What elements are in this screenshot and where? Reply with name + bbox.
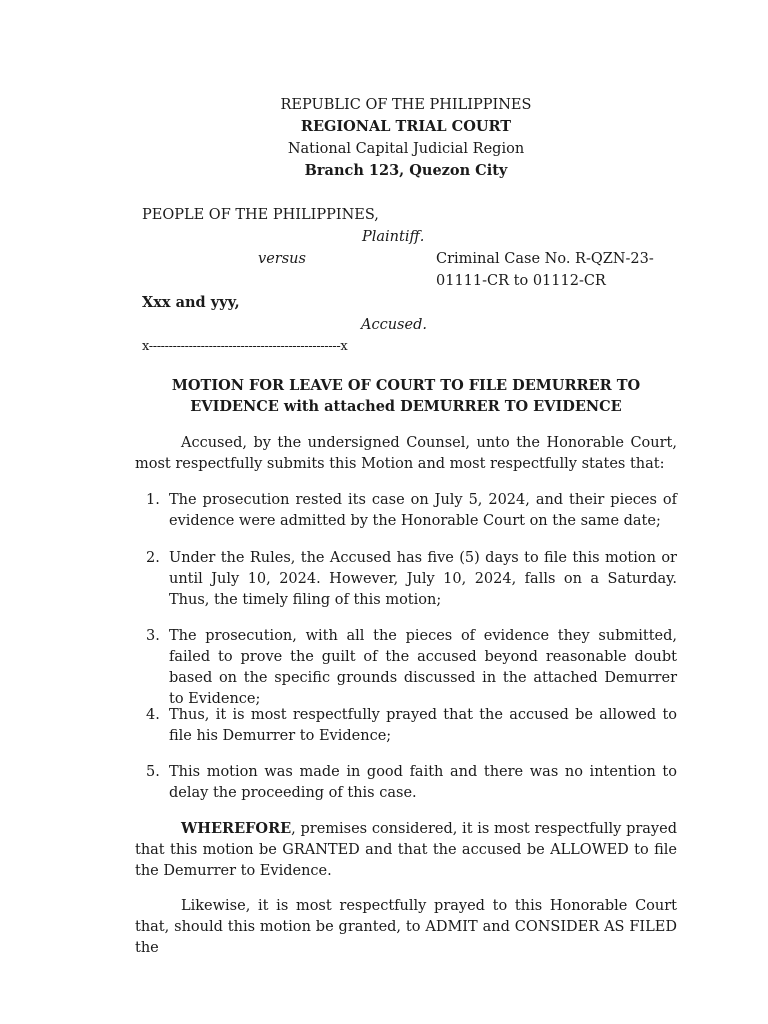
list-item-text: This motion was made in good faith and there was no intention to delay the proceeding of this case. [169, 764, 677, 801]
caption-divider: x------------------------------------------------x [142, 339, 348, 354]
branch-heading: Branch 123, Quezon City [304, 162, 508, 179]
list-item-text: Under the Rules, the Accused has five (5) days to file this motion or until July 10, 2024. However, July 10, 2024, falls on a Saturday. Thus, the timely filing of this motion; [169, 550, 677, 608]
list-item-number: 3. [146, 628, 160, 644]
accused-role: Accused. [361, 317, 427, 333]
wherefore-paragraph [135, 818, 677, 882]
republic-heading: REPUBLIC OF THE PHILIPPINES [280, 97, 532, 113]
list-item [140, 548, 677, 611]
court-heading: REGIONAL TRIAL COURT [300, 118, 512, 135]
intro-paragraph: Accused, by the undersigned Counsel, unto the Honorable Court, most respectfully submits this Motion and most respectfully states that: [135, 435, 677, 472]
list-item [140, 626, 677, 710]
list-item [140, 762, 677, 804]
region-heading: National Capital Judicial Region [287, 141, 525, 157]
plaintiff-role: Plaintiff. [362, 229, 425, 245]
wherefore-keyword: WHEREFORE [181, 820, 292, 837]
list-item-text: The prosecution rested its case on July 5, 2024, and their pieces of evidence were admitted by the Honorable Court on the same date; [169, 492, 677, 529]
accused-name: Xxx and yyy, [142, 294, 240, 311]
wherefore-text: , premises considered, it is most respectfully prayed that this motion be GRANTED and that the accused be ALLOWED to file the Demurrer to Evidence. [135, 821, 677, 879]
versus-label: versus [258, 251, 306, 267]
list-item-number: 2. [146, 550, 160, 566]
likewise-paragraph: Likewise, it is most respectfully prayed to this Honorable Court that, should this motion be granted, to ADMIT and CONSIDER AS FILED the [135, 898, 677, 956]
list-item [140, 490, 677, 532]
list-item-number: 5. [146, 764, 160, 780]
case-number-line-2: 01111-CR to 01112-CR [436, 273, 606, 289]
list-item-number: 1. [146, 492, 160, 508]
list-item [140, 705, 677, 747]
list-item-text: Thus, it is most respectfully prayed that the accused be allowed to file his Demurrer to Evidence; [169, 707, 677, 744]
case-number-line-1: Criminal Case No. R-QZN-23- [436, 251, 654, 267]
list-item-text: The prosecution, with all the pieces of evidence they submitted, failed to prove the guilt of the accused beyond reasonable doubt based on the specific grounds discussed in the attached Demurrer to Evidence; [169, 628, 677, 707]
list-item-number: 4. [146, 707, 160, 723]
motion-title-line-2: EVIDENCE with attached DEMURRER TO EVIDENCE [190, 398, 622, 415]
motion-title-line-1: MOTION FOR LEAVE OF COURT TO FILE DEMURRER TO [171, 377, 641, 394]
plaintiff-name: PEOPLE OF THE PHILIPPINES, [142, 207, 379, 223]
